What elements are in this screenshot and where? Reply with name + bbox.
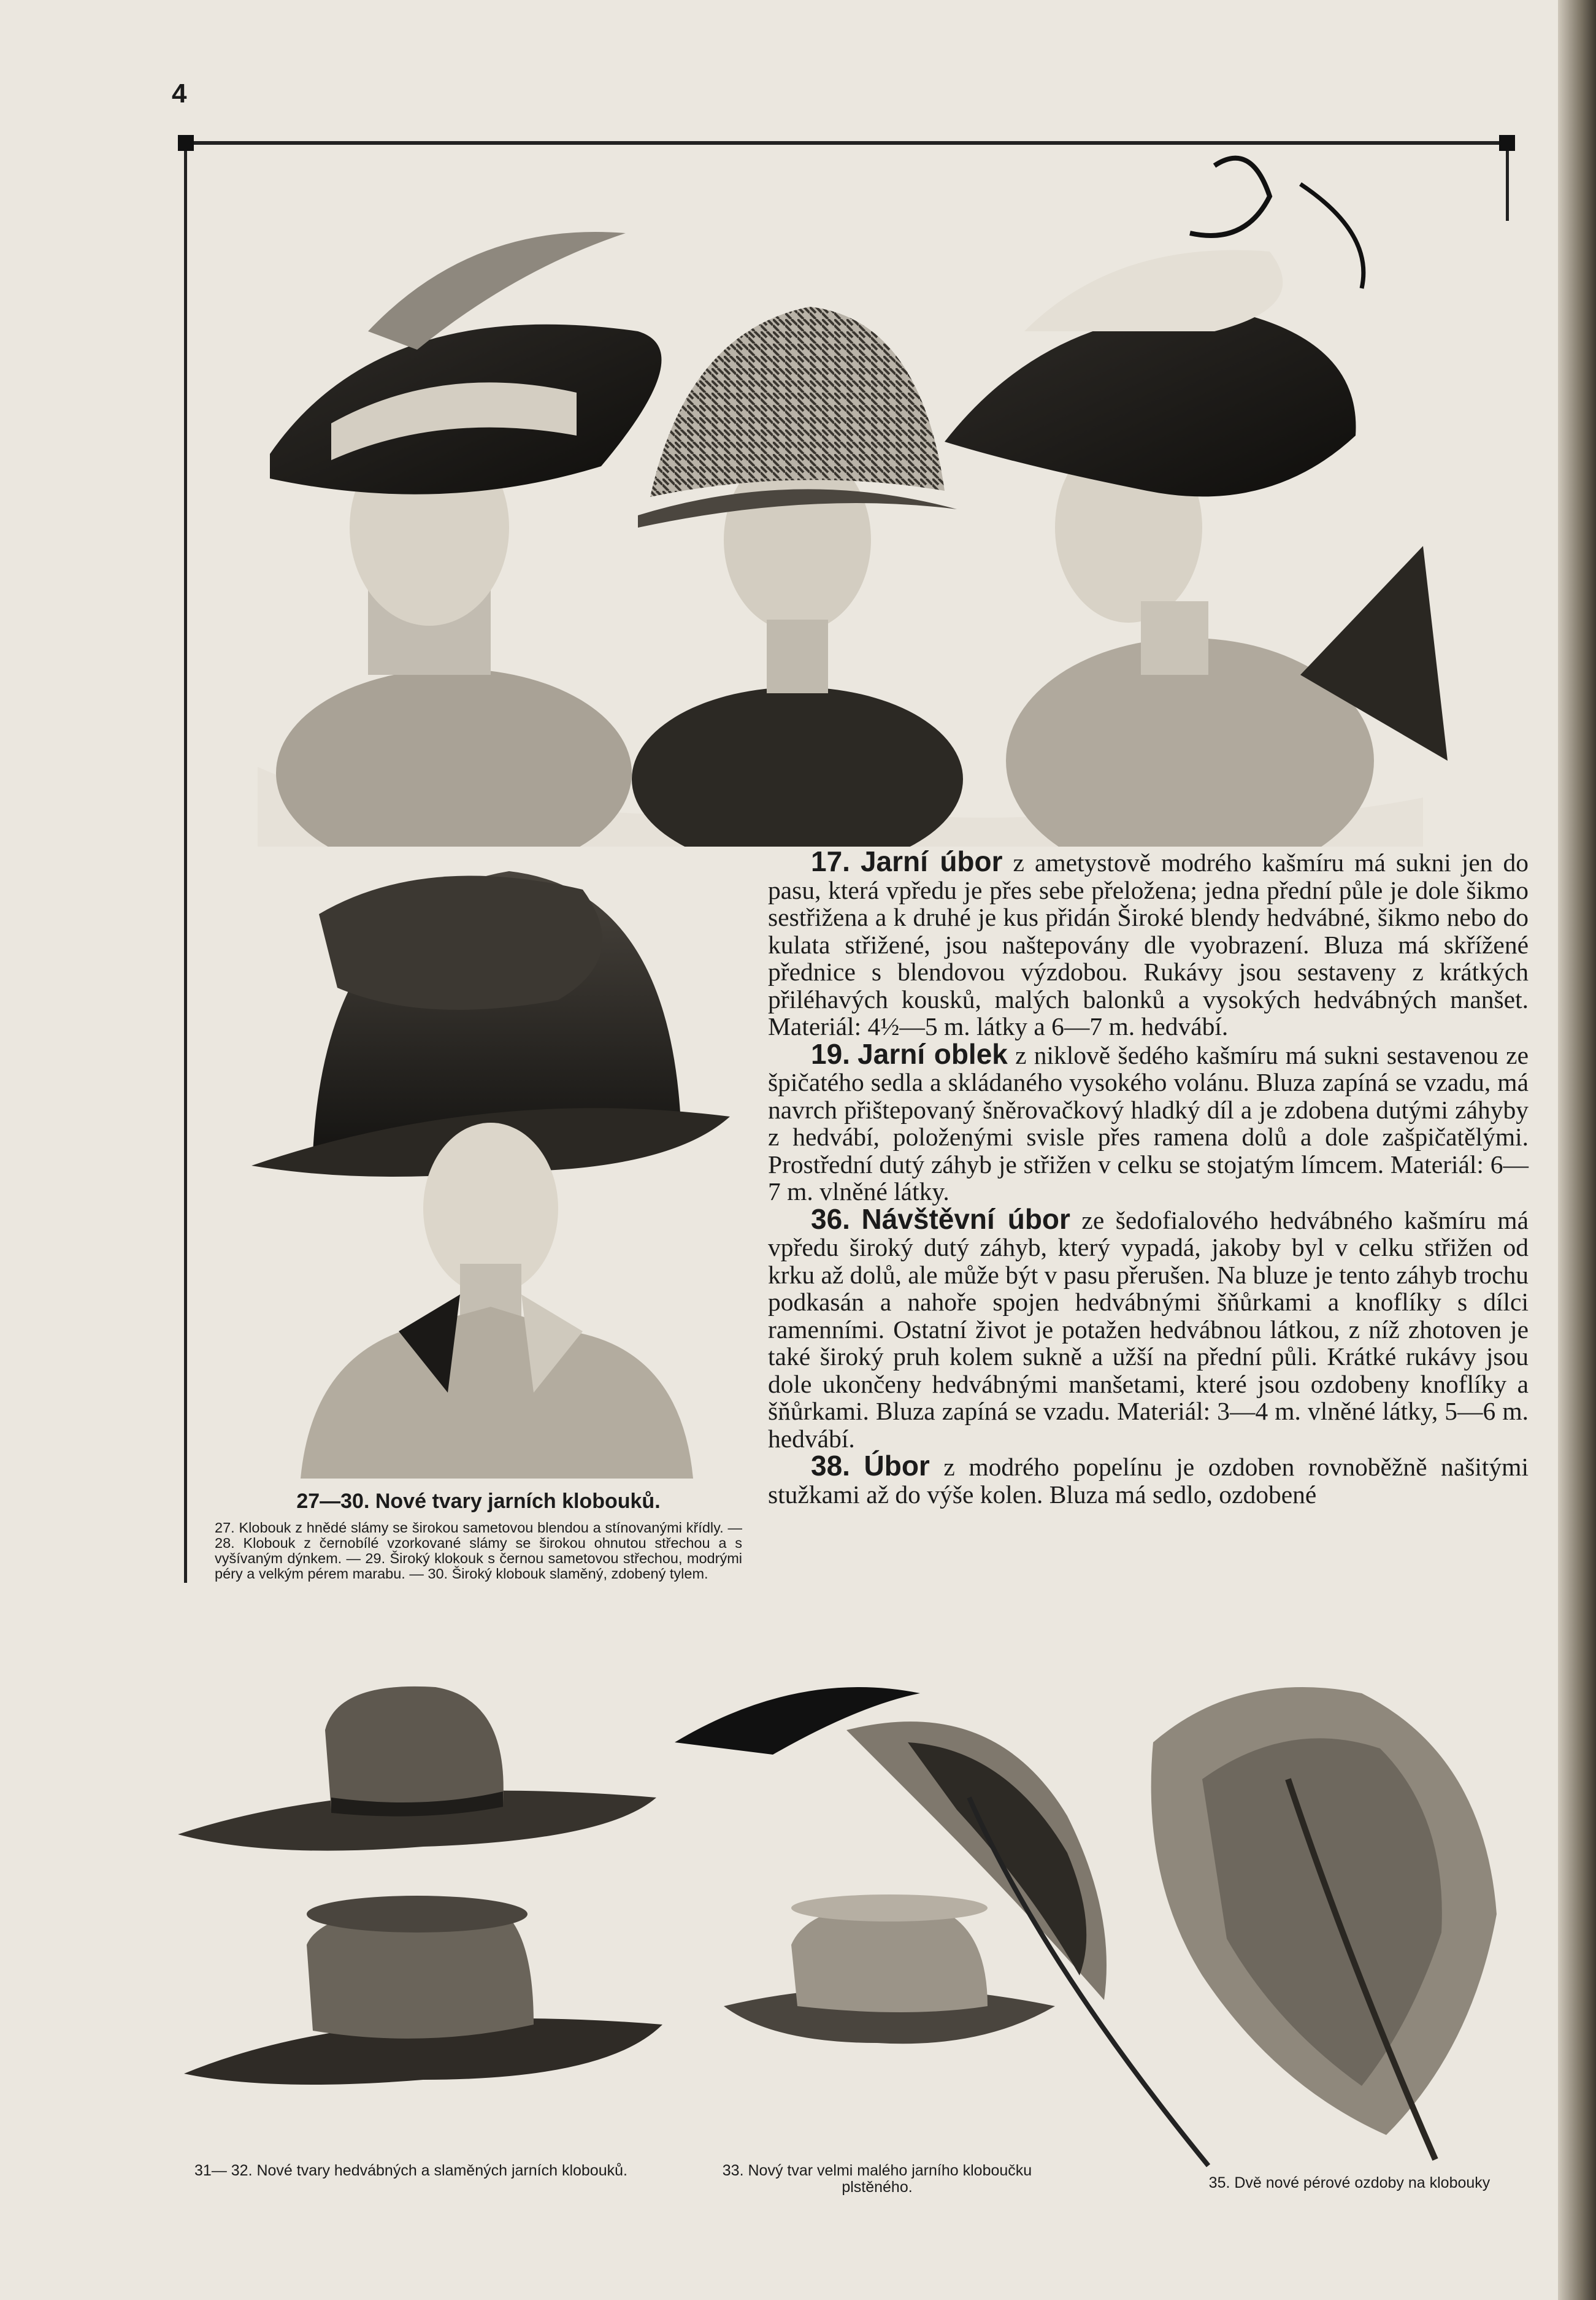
article-paragraph-38 [768,1452,1529,1508]
caption-title-27-30: 27—30. Nové tvary jarních klobouků. [296,1490,661,1513]
article-number: 36. [811,1202,850,1235]
article-number: 19. [811,1037,850,1070]
article-paragraph-19 [768,1037,1529,1206]
frame-corner-left [178,135,194,151]
article-number: 17. [811,845,850,877]
article-lead: Jarní oblek [857,1037,1008,1070]
three-women-hats-illustration [258,147,1521,847]
article-body: ze šedofialového hedvábného kašmíru má vpředu široký dutý záhyb, který vypadá, jakoby byl v celku střižen od krku až dolů, ale může být v pasu přerušen. Na bluze je tento záhyb trochu podkasán a nahoře spojen hedvábnými šňůrkami a knoflíky s dílci ramenními. Ostatní život je potažen hedvábnou látkou, z níž zhotoven je také široký pruh kolem sukně a užší na přední půli. Krátké rukávy jsou dole ukončeny hedvábnými manšetami, které jsou ozdobeny knoflíky a šňůrkami. Bluza zapíná se vzadu. Materiál: 3—4 m. vlněné látky, 5—6 m. hedvábí. [768,1206,1529,1453]
caption-31-32: 31— 32. Nové tvary hedvábných a slaměných jarních klobouků. [194,2162,627,2179]
article-text-column [768,845,1529,1509]
article-paragraph-17 [768,845,1529,1040]
frame-rule-top [184,141,1509,145]
article-body: z niklově šedého kašmíru má sukni sestavenou ze špičatého sedla a skládaného vysokého volánu. Bluza zapíná se vzadu, má navrch přištepovaný šněrovačkový hladký díl a je zdobena dutými záhyby z hedvábí, položenými svisle přes ramena dolů a dole zašpičatělými. Prostřední dutý záhyb je střižen v celku se stojatým límcem. Materiál: 6—7 m. vlněné látky. [768,1040,1529,1206]
frame-rule-left [184,141,187,1583]
article-body: z modrého popelínu je ozdoben rovnoběžně našitými stužkami až do výše kolen. Bluza má sedlo, ozdobené [768,1453,1529,1509]
feather-ornaments-illustration [675,1656,1527,2178]
article-lead: Úbor [864,1450,930,1482]
article-paragraph-36 [768,1202,1529,1453]
woman-large-hat-illustration [239,865,742,1479]
two-hats-illustration [178,1681,669,2098]
article-lead: Jarní úbor [860,845,1003,877]
caption-33: 33. Nový tvar velmi malého jarního kloboučku plstěného. [722,2162,1032,2196]
page-binding-edge [1558,0,1596,2300]
page-number: 4 [172,79,187,109]
article-number: 38. [811,1450,850,1482]
caption-35: 35. Dvě nové pérové ozdoby na klobouky [1208,2174,1490,2191]
caption-body-27-30: 27. Klobouk z hnědé slámy se širokou sametovou blendou a stínovanými křídly. — 28. Klobouk z černobílé vzorkované slámy se širokou ohnutou střechou a s vyšívaným dýnkem. — 29. Široký klokouk s černou sametovou střechou, modrými péry a velkým pérem marabu. — 30. Široký klobouk slaměný, zdobený tylem. [215,1520,742,1582]
article-lead: Návštěvní úbor [861,1202,1070,1235]
article-body: z ametystově modrého kašmíru má sukni jen do pasu, která vpředu je přes sebe přeložena; jedna přední půle je dole šikmo sestřižena a k druhé je kus přidán Široké blendy hedvábné, šikmo nebo do kulata střižené, jsou naštepovány dle vyobrazení. Bluza má skřížené přednice s blendovou výzdobou. Rukávy jsou sestaveny z krátkých přiléhavých kousků, malých balonků a vysokých hedvábných manšet. Materiál: 4½—5 m. látky a 6—7 m. hedvábí. [768,848,1529,1040]
